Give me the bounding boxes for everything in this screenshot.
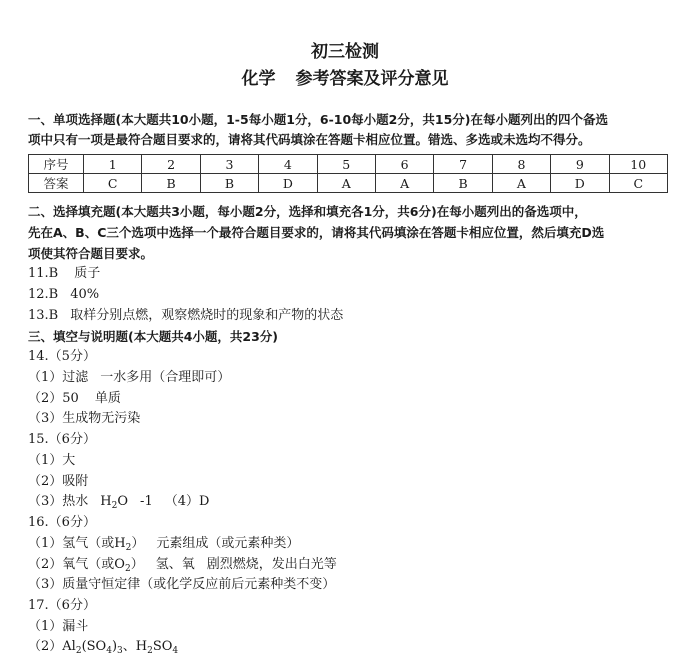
formula-subscript: 2 [124, 564, 131, 574]
answer-text: 50 [62, 391, 79, 406]
formula-part: H [135, 639, 148, 654]
row-header-number: 序号 [29, 155, 84, 174]
formula-subscript: 2 [125, 543, 132, 553]
table-cell: B [434, 174, 492, 193]
answer-q11 [28, 265, 100, 283]
answer-text: 氢气（或H [62, 536, 126, 551]
table-row-numbers [29, 155, 668, 174]
q15-part1 [28, 452, 75, 470]
answer-text: ） [130, 557, 144, 572]
q12-label: 12.B [28, 287, 59, 302]
chemical-formula [100, 494, 128, 509]
q15-part3-4 [28, 493, 209, 511]
table-cell: 5 [317, 155, 375, 174]
table-cell: D [259, 174, 317, 193]
table-cell: 10 [609, 155, 667, 174]
q12-answer: 40% [70, 287, 100, 302]
q16-label: 16.（6分） [28, 515, 96, 530]
formula-subscript: 2 [111, 501, 118, 511]
formula-subscript: 3 [117, 646, 123, 656]
q14-part1 [28, 369, 230, 387]
q16-part1 [28, 535, 299, 553]
q17-part2 [28, 638, 178, 656]
table-cell: C [84, 174, 142, 193]
table-cell: D [551, 174, 609, 193]
page-title: 初三检测 [311, 42, 379, 62]
table-cell: 9 [551, 155, 609, 174]
table-cell: 1 [84, 155, 142, 174]
answer-text: 过滤 [62, 370, 89, 385]
page-subtitle [0, 64, 690, 89]
answer-text: 一水多用（合理即可） [100, 370, 231, 385]
part-number: （1） [28, 453, 63, 468]
table-row-answers [29, 174, 668, 193]
formula-part: H [100, 494, 112, 509]
formula-subscript: 2 [147, 646, 153, 656]
chemical-formula [136, 639, 178, 654]
table-cell: A [375, 174, 433, 193]
answer-q12 [28, 286, 99, 304]
part-number: （3） [28, 577, 63, 592]
answer-text: 大 [62, 453, 76, 468]
separator: 、 [122, 639, 136, 654]
part-number: （1） [28, 536, 63, 551]
table-cell: B [200, 174, 258, 193]
q17-part1 [28, 618, 88, 636]
answer-text: 吸附 [62, 474, 89, 489]
answer-text: 生成物无污染 [62, 411, 141, 426]
part-number: （2） [28, 391, 63, 406]
q13-answer: 取样分别点燃，观察燃烧时的现象和产物的状态 [70, 308, 344, 323]
table-cell: A [492, 174, 550, 193]
formula-part: Al [62, 639, 76, 654]
q15-label: 15.（6分） [28, 432, 96, 447]
answer-text: 剧烈燃烧，发出白光等 [206, 557, 337, 572]
q11-label: 11.B [28, 266, 59, 281]
q16-part3 [28, 576, 335, 594]
answer-text: D [199, 494, 210, 509]
q14-part2 [28, 390, 121, 408]
section2-instructions-line2: 先在A、B、C三个选项中选择一个最符合题目要求的，请将其代码填涂在答题卡相应位置，然后填充D选 [28, 225, 605, 240]
section2-instructions-line1: 二、选择填充题(本大题共3小题，每小题2分，选择和填充各1分，共6分)在每小题列出的备选项中， [28, 204, 587, 219]
row-header-answer: 答案 [29, 174, 84, 193]
answer-q13 [28, 307, 343, 325]
formula-subscript: 2 [75, 646, 82, 656]
part-number: （1） [28, 370, 63, 385]
part-number: （4） [164, 494, 199, 509]
table-cell: 3 [200, 155, 258, 174]
subtitle-subject: 化学 [241, 69, 276, 89]
formula-subscript: 4 [172, 646, 179, 656]
formula-subscript: 4 [106, 646, 112, 656]
section3-heading: 三、填空与说明题(本大题共4小题，共23分) [28, 329, 279, 344]
part-number: （1） [28, 619, 63, 634]
q14-part3 [28, 410, 140, 428]
answer-table [28, 154, 668, 193]
answer-text: 热水 [62, 494, 89, 509]
answer-text: 质量守恒定律（或化学反应前后元素种类不变） [62, 577, 336, 592]
formula-part: O [117, 494, 129, 509]
q15-part2 [28, 473, 88, 491]
part-number: （2） [28, 474, 63, 489]
section1-instructions-line1: 一、单项选择题(本大题共10小题，1-5每小题1分，6-10每小题2分，共15分)在每小题列出的四个备选 [28, 112, 608, 127]
chemical-formula [62, 639, 122, 654]
section2-instructions-line3: 项使其符合题目要求。 [28, 246, 154, 261]
part-number: （3） [28, 411, 63, 426]
formula-part: ) [111, 639, 118, 654]
q16-part2 [28, 556, 337, 574]
table-cell: B [142, 174, 200, 193]
table-cell: A [317, 174, 375, 193]
answer-text: ） [131, 536, 145, 551]
answer-text: 氢、氧 [155, 557, 195, 572]
formula-part: SO [152, 639, 173, 654]
formula-part: (SO [81, 639, 107, 654]
section1-instructions-line2: 项中只有一项是最符合题目要求的，请将其代码填涂在答题卡相应位置。错选、多选或未选均不得分。 [28, 132, 591, 147]
q14-label: 14.（5分） [28, 349, 96, 364]
part-number: （3） [28, 494, 63, 509]
table-cell: 2 [142, 155, 200, 174]
part-number: （2） [28, 639, 63, 654]
table-cell: C [609, 174, 667, 193]
answer-text: 漏斗 [62, 619, 89, 634]
part-number: （2） [28, 557, 63, 572]
q17-label: 17.（6分） [28, 598, 96, 613]
q13-label: 13.B [28, 308, 59, 323]
answer-text: 氧气（或O [62, 557, 125, 572]
answer-text: 元素组成（或元素种类） [156, 536, 300, 551]
answer-text: 单质 [94, 391, 121, 406]
answer-text: -1 [140, 494, 153, 509]
subtitle-heading: 参考答案及评分意见 [295, 69, 449, 89]
table-cell: 8 [492, 155, 550, 174]
table-cell: 7 [434, 155, 492, 174]
q11-answer: 质子 [74, 266, 101, 281]
table-cell: 4 [259, 155, 317, 174]
table-cell: 6 [375, 155, 433, 174]
